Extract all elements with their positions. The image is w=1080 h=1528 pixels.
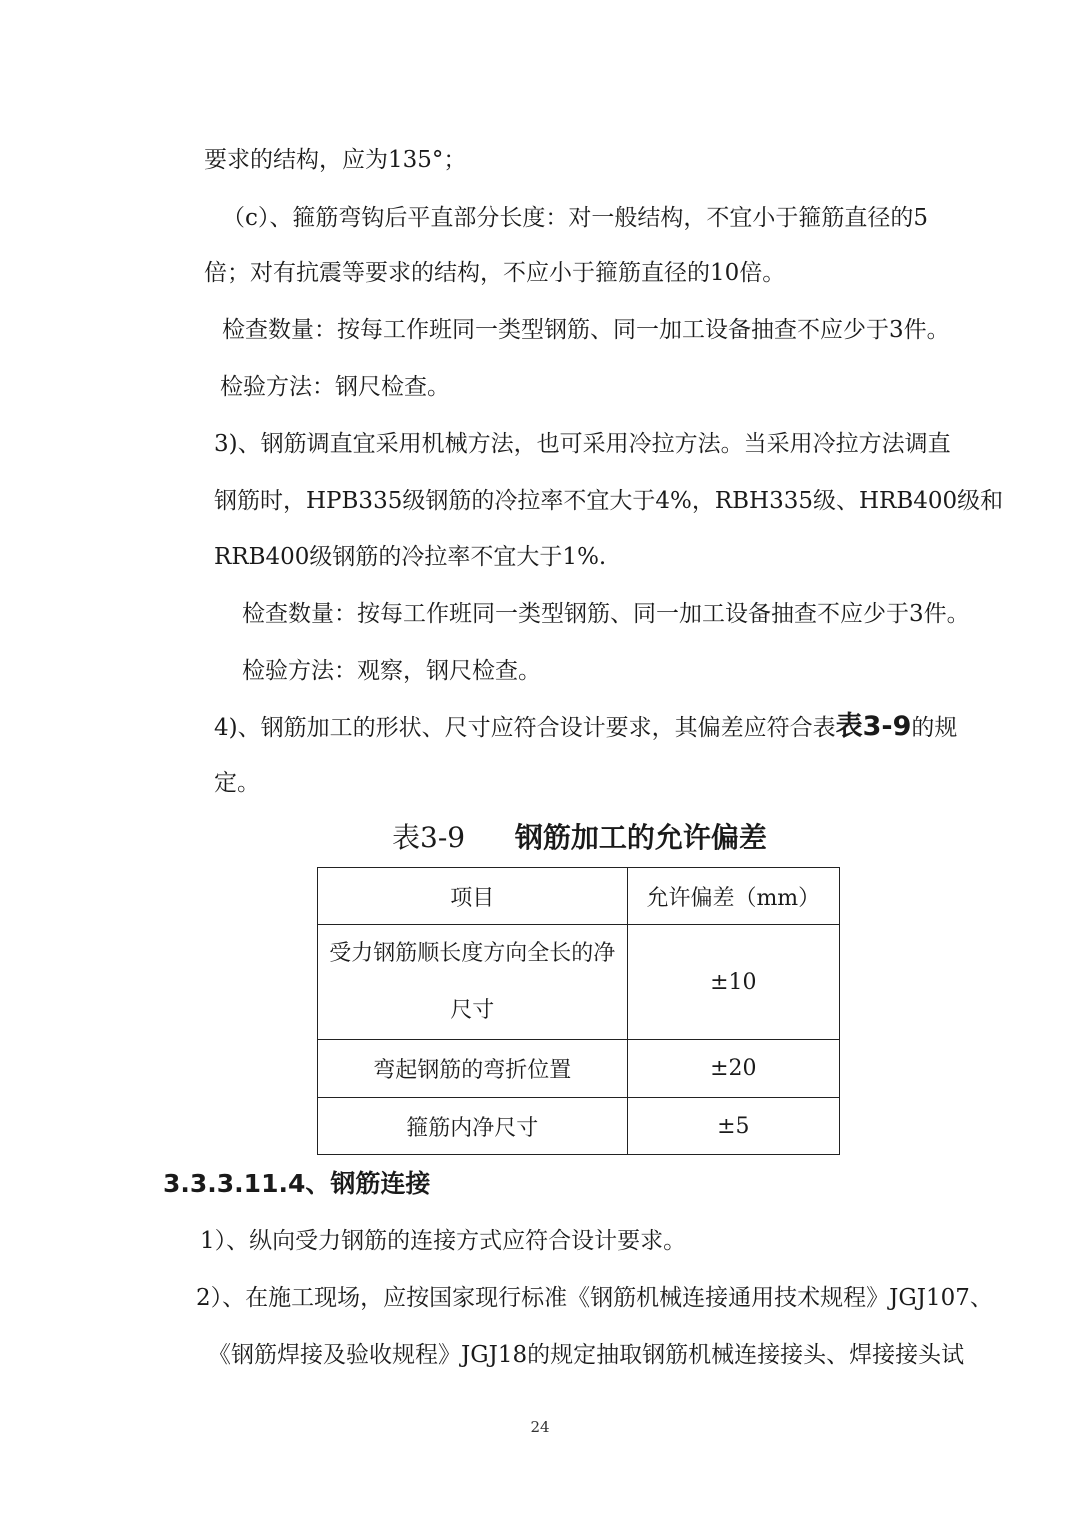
paragraph-line: 检验方法：观察，钢尺检查。	[242, 658, 541, 684]
paragraph-line: 要求的结构，应为135°；	[204, 147, 467, 173]
paragraph-line: 倍；对有抗震等要求的结构，不应小于箍筋直径的10倍。	[204, 260, 786, 286]
cell-line: 尺寸	[450, 998, 495, 1023]
paragraph-text: 的规	[911, 715, 958, 741]
page-number: 24	[530, 1418, 550, 1436]
tolerance-table	[317, 867, 840, 1155]
paragraph-line: RRB400级钢筋的冷拉率不宜大于1%.	[214, 544, 607, 570]
table-row	[318, 1040, 840, 1098]
paragraph-line: 检查数量：按每工作班同一类型钢筋、同一加工设备抽查不应少于3件。	[242, 601, 970, 627]
table-caption-number: 表3-9	[392, 821, 466, 854]
table-row	[318, 925, 840, 1040]
table-cell-item	[318, 925, 628, 1040]
paragraph-line: 检验方法：钢尺检查。	[220, 374, 450, 400]
paragraph-line: 检查数量：按每工作班同一类型钢筋、同一加工设备抽查不应少于3件。	[222, 317, 950, 343]
table-reference: 表3-9	[835, 711, 912, 742]
table-row	[318, 1098, 840, 1155]
paragraph-line: 3)、钢筋调直宜采用机械方法，也可采用冷拉方法。当采用冷拉方法调直	[214, 431, 951, 457]
table-cell-item: 箍筋内净尺寸	[318, 1098, 628, 1155]
header-cell-item: 项目	[318, 868, 628, 925]
paragraph-line: 钢筋时，HPB335级钢筋的冷拉率不宜大于4%，RBH335级、HRB400级和	[214, 488, 1004, 514]
paragraph-line: 定。	[214, 770, 260, 796]
table-cell-value: ±20	[627, 1040, 839, 1098]
section-heading: 3.3.3.11.4、钢筋连接	[163, 1169, 431, 1198]
table-cell-value: ±5	[627, 1098, 839, 1155]
paragraph-line: 《钢筋焊接及验收规程》JGJ18的规定抽取钢筋机械连接接头、焊接接头试	[208, 1342, 965, 1368]
paragraph-line: 2）、在施工现场，应按国家现行标准《钢筋机械连接通用技术规程》JGJ107、	[196, 1285, 993, 1311]
table-caption	[392, 820, 767, 856]
table-header-row	[318, 868, 840, 925]
paragraph-text: 4)、钢筋加工的形状、尺寸应符合设计要求，其偏差应符合表	[214, 715, 836, 741]
table-cell-value: ±10	[627, 925, 839, 1040]
paragraph-line	[214, 712, 957, 743]
table-caption-title: 钢筋加工的允许偏差	[514, 821, 767, 854]
paragraph-line: （c）、箍筋弯钩后平直部分长度：对一般结构，不宜小于箍筋直径的5	[222, 205, 929, 231]
paragraph-line: 1）、纵向受力钢筋的连接方式应符合设计要求。	[200, 1228, 687, 1254]
cell-line: 受力钢筋顺长度方向全长的净	[329, 941, 616, 966]
table-cell-item: 弯起钢筋的弯折位置	[318, 1040, 628, 1098]
header-cell-tolerance: 允许偏差（mm）	[627, 868, 839, 925]
